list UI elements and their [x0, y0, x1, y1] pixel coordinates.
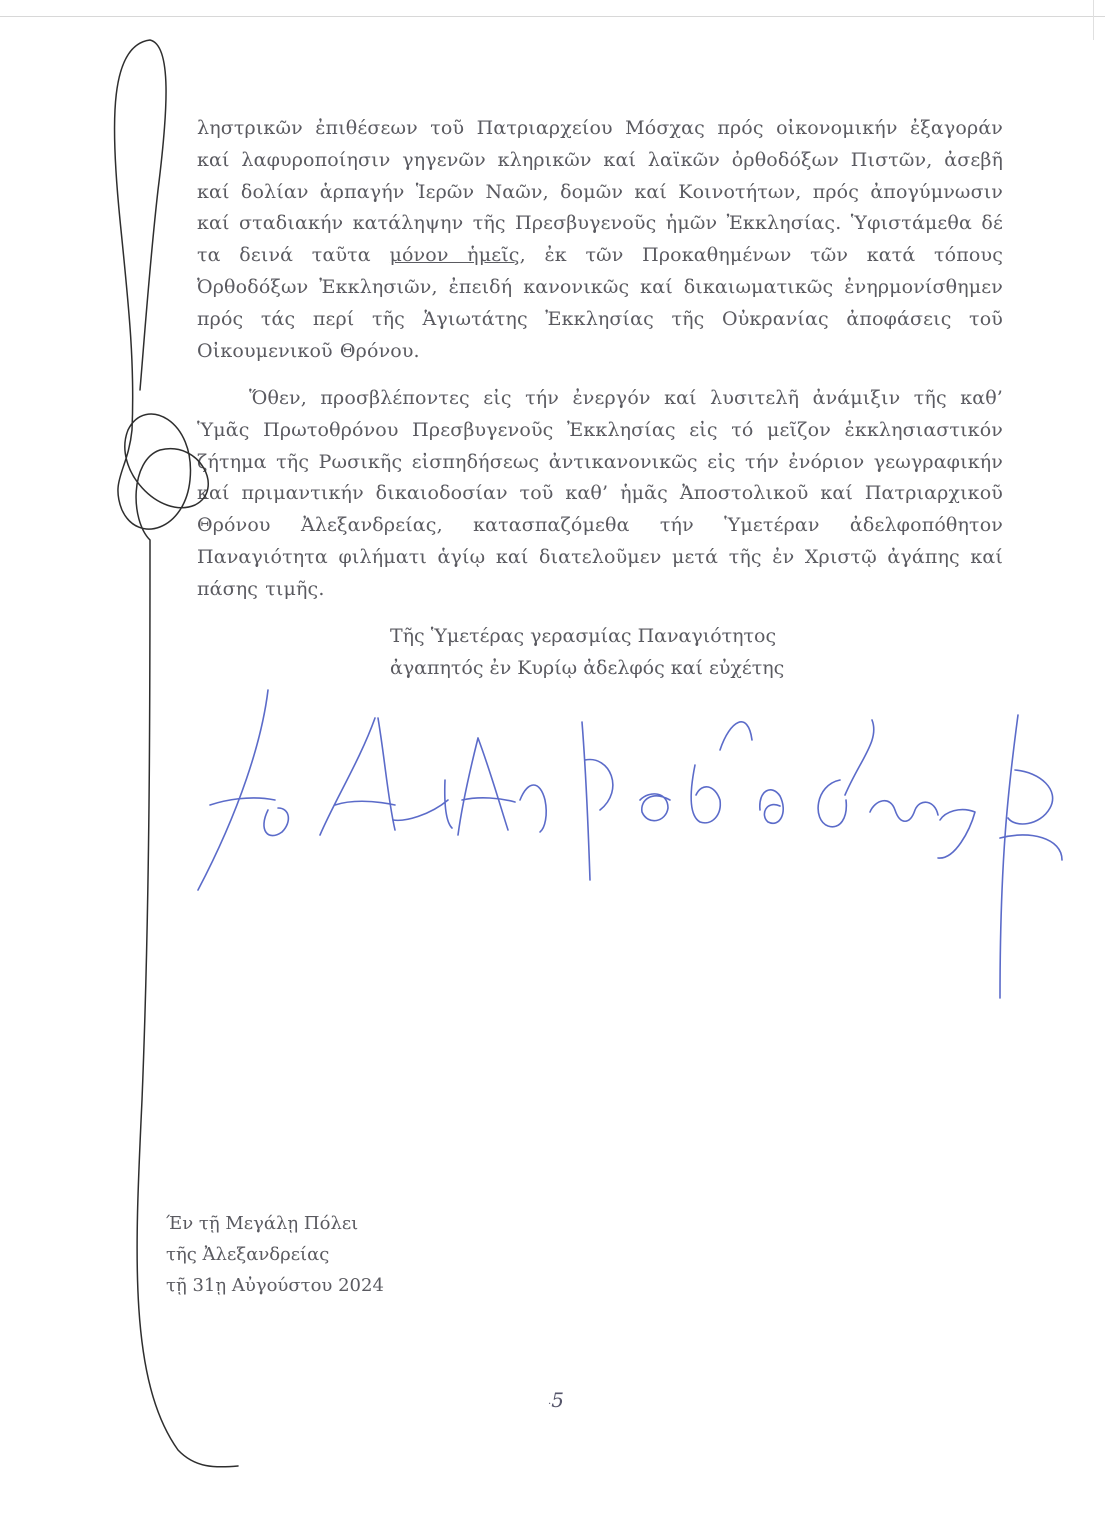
text-line: καί πριμαντικήν δικαιοδοσίαν τοῦ καθ’ ἡμᾶς Ἀποστολικοῦ καί Πατριαρχικοῦ	[197, 482, 1003, 505]
text-segment: , ἐκ τῶν Προκαθημένων τῶν κατά τόπους	[519, 244, 1003, 267]
margin-pencil-mark	[114, 40, 238, 1467]
text-line: Θρόνου Ἀλεξανδρείας, κατασπαζόμεθα τήν Ὑμετέραν ἀδελφοπόθητον	[197, 514, 1003, 537]
text-line: Ὑμᾶς Πρωτοθρόνου Πρεσβυγενοῦς Ἐκκλησίας εἰς τό μεῖζον ἐκκλησιαστικόν	[197, 418, 1003, 441]
text-line: Οἰκουμενικοῦ Θρόνου.	[197, 339, 420, 362]
date-line: τῇ 31ῃ Αὐγούστου 2024	[166, 1275, 384, 1296]
text-line: πάσης τιμῆς.	[197, 577, 325, 600]
text-line: καί σταδιακήν κατάληψην τῆς Πρεσβυγενοῦς ἡμῶν Ἐκκλησίας. Ὑφιστάμεθα δέ	[197, 212, 1003, 235]
text-line: πρός τάς περί τῆς Ἁγιωτάτης Ἐκκλησίας τῆς Οὐκρανίας ἀποφάσεις τοῦ	[197, 307, 1003, 330]
text-line: ζήτημα τῆς Ρωσικῆς εἰσπηδήσεως ἀντικανονικῶς εἰς τήν ἐνόριον γεωγραφικήν	[197, 450, 1003, 473]
page-number: .5	[548, 1388, 564, 1412]
text-line: ληστρικῶν ἐπιθέσεων τοῦ Πατριαρχείου Μόσχας πρός οἰκονομικήν ἐξαγοράν	[197, 117, 1003, 139]
signature	[198, 690, 1062, 998]
text-line: καί δολίαν ἁρπαγήν Ἱερῶν Ναῶν, δομῶν καί Κοινοτήτων, πρός ἀπογύμνωσιν	[197, 180, 1003, 203]
text-line: Παναγιότητα φιλήματι ἁγίῳ καί διατελοῦμεν μετά τῆς ἐν Χριστῷ ἀγάπης καί	[197, 545, 1003, 568]
text-line: Ὅθεν, προσβλέποντες εἰς τήν ἐνεργόν καί λυσιτελῆ ἀνάμιξιν τῆς καθ’	[249, 387, 1003, 409]
place-line-1: Έν τῇ Μεγάλῃ Πόλει	[166, 1213, 359, 1234]
text-segment: τα δεινά ταῦτα	[197, 244, 371, 267]
closing-line-2: ἀγαπητός ἐν Κυρίῳ ἀδελφός καί εὐχέτης	[390, 657, 785, 679]
underlined-phrase: μόνον ἡμεῖς	[389, 244, 520, 267]
text-line: Ὀρθοδόξων Ἐκκλησιῶν, ἐπειδή κανονικῶς καί δικαιωματικῶς ἐνηρμονίσθημεν	[197, 275, 1003, 298]
closing-line-1: Τῆς Ὑμετέρας γερασμίας Παναγιότητος	[390, 625, 777, 647]
place-line-2: τῆς Ἀλεξανδρείας	[166, 1244, 330, 1265]
text-line: καί λαφυροποίησιν γηγενῶν κληρικῶν καί λαϊκῶν ὀρθοδόξων Πιστῶν, ἀσεβῆ	[197, 148, 1003, 171]
